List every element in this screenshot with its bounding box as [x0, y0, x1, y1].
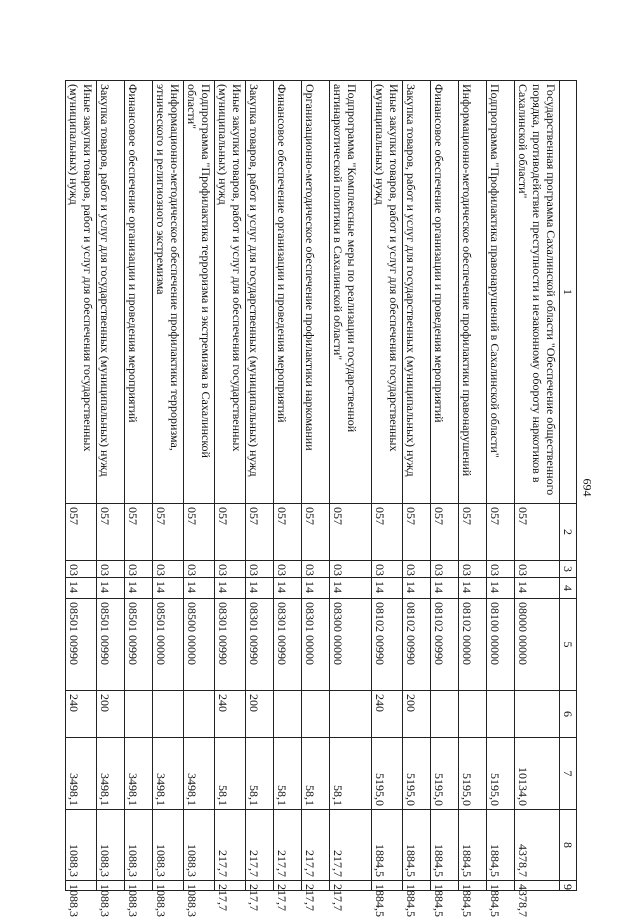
subsection-code: 14 — [97, 578, 125, 599]
expense-type-code — [431, 691, 459, 738]
row-label: Иные закупки товаров, работ и услуг для обеспечения государственных (муниципальных) нужд — [66, 81, 97, 504]
amount-year-1: 58,1 — [215, 738, 246, 810]
subsection-code: 14 — [246, 578, 274, 599]
target-article-code: 08100 00000 — [487, 599, 515, 691]
header-cell: 6 — [560, 691, 577, 738]
target-article-code: 08300 00000 — [330, 599, 372, 691]
amount-year-2: 1088,3 — [66, 810, 97, 881]
subsection-code: 14 — [487, 578, 515, 599]
amount-year-3: 217,7 — [330, 881, 372, 891]
target-article-code: 08102 00990 — [431, 599, 459, 691]
row-label: Информационно-методическое обеспечение профилактики терроризма, этнического и религиозного экстремизма — [153, 81, 184, 504]
table-row — [125, 81, 153, 891]
row-label: Подпрограмма "Профилактика терроризма и экстремизма в Сахалинской области" — [184, 81, 215, 504]
amount-year-1: 5195,0 — [403, 738, 431, 810]
row-label: Финансовое обеспечение организации и проведения мероприятий — [125, 81, 153, 504]
section-code: 03 — [431, 561, 459, 578]
section-code: 03 — [125, 561, 153, 578]
amount-year-2: 217,7 — [274, 810, 302, 881]
subsection-code: 14 — [66, 578, 97, 599]
header-cell: 2 — [560, 504, 577, 561]
ministry-code: 057 — [403, 504, 431, 561]
amount-year-2: 217,7 — [246, 810, 274, 881]
amount-year-1: 5195,0 — [487, 738, 515, 810]
amount-year-3: 1884,5 — [372, 881, 403, 891]
expense-type-code: 200 — [97, 691, 125, 738]
subsection-code: 14 — [153, 578, 184, 599]
row-label: Иные закупки товаров, работ и услуг для обеспечения государственных (муниципальных) нужд — [215, 81, 246, 504]
table-row — [431, 81, 459, 891]
budget-table — [65, 80, 577, 917]
ministry-code: 057 — [274, 504, 302, 561]
section-code: 03 — [403, 561, 431, 578]
amount-year-2: 1088,3 — [184, 810, 215, 881]
ministry-code: 057 — [459, 504, 487, 561]
expense-type-code — [459, 691, 487, 738]
amount-year-3: 4378,7 — [515, 881, 560, 891]
amount-year-2: 1088,3 — [125, 810, 153, 881]
expense-type-code — [153, 691, 184, 738]
table-row — [215, 81, 246, 891]
table-row — [330, 81, 372, 891]
row-label: Финансовое обеспечение организации и проведения мероприятий — [274, 81, 302, 504]
target-article-code: 08102 00000 — [459, 599, 487, 691]
table-row — [97, 81, 125, 891]
ministry-code: 057 — [153, 504, 184, 561]
table-row — [372, 81, 403, 891]
row-label: Закупка товаров, работ и услуг для государственных (муниципальных) нужд — [403, 81, 431, 504]
section-code: 03 — [97, 561, 125, 578]
row-label: Подпрограмма "Профилактика правонарушений в Сахалинской области" — [487, 81, 515, 504]
ministry-code: 057 — [184, 504, 215, 561]
amount-year-3: 1884,5 — [403, 881, 431, 891]
amount-year-1: 58,1 — [246, 738, 274, 810]
amount-year-2: 217,7 — [302, 810, 330, 881]
ministry-code: 057 — [515, 504, 560, 561]
ministry-code: 057 — [302, 504, 330, 561]
subsection-code: 14 — [403, 578, 431, 599]
table-row — [274, 81, 302, 891]
amount-year-3: 1088,3 — [97, 881, 125, 891]
expense-type-code: 200 — [246, 691, 274, 738]
header-cell: 7 — [560, 738, 577, 810]
amount-year-3: 1884,5 — [459, 881, 487, 891]
target-article-code: 08301 00990 — [246, 599, 274, 691]
header-cell: 9 — [560, 881, 577, 891]
subsection-code: 14 — [125, 578, 153, 599]
amount-year-2: 1088,3 — [97, 810, 125, 881]
amount-year-2: 217,7 — [215, 810, 246, 881]
section-code: 03 — [153, 561, 184, 578]
row-label: Государственная программа Сахалинской области "Обеспечение общественного порядка, противодействие преступности и незаконному обороту наркотиков в Сахалинской области" — [515, 81, 560, 504]
subsection-code: 14 — [431, 578, 459, 599]
table-row — [487, 81, 515, 891]
expense-type-code — [487, 691, 515, 738]
header-cell: 1 — [560, 81, 577, 504]
amount-year-1: 5195,0 — [459, 738, 487, 810]
amount-year-1: 58,1 — [274, 738, 302, 810]
amount-year-1: 3498,1 — [125, 738, 153, 810]
target-article-code: 08102 00990 — [372, 599, 403, 691]
target-article-code: 08301 00990 — [274, 599, 302, 691]
amount-year-3: 1088,3 — [184, 881, 215, 891]
expense-type-code: 200 — [403, 691, 431, 738]
expense-type-code — [302, 691, 330, 738]
amount-year-1: 3498,1 — [97, 738, 125, 810]
ministry-code: 057 — [372, 504, 403, 561]
table-row — [66, 81, 97, 891]
subsection-code: 14 — [372, 578, 403, 599]
expense-type-code — [515, 691, 560, 738]
ministry-code: 057 — [487, 504, 515, 561]
section-code: 03 — [246, 561, 274, 578]
amount-year-2: 1088,3 — [153, 810, 184, 881]
subsection-code: 14 — [184, 578, 215, 599]
table-row — [515, 81, 560, 891]
amount-year-1: 5195,0 — [372, 738, 403, 810]
amount-year-2: 4378,7 — [515, 810, 560, 881]
target-article-code: 08501 00990 — [66, 599, 97, 691]
amount-year-3: 1088,3 — [66, 881, 97, 891]
subsection-code: 14 — [515, 578, 560, 599]
amount-year-3: 217,7 — [215, 881, 246, 891]
subsection-code: 14 — [330, 578, 372, 599]
target-article-code: 08500 00000 — [184, 599, 215, 691]
row-label: Финансовое обеспечение организации и проведения мероприятий — [431, 81, 459, 504]
ministry-code: 057 — [330, 504, 372, 561]
section-code: 03 — [66, 561, 97, 578]
expense-type-code — [184, 691, 215, 738]
table-row — [302, 81, 330, 891]
section-code: 03 — [372, 561, 403, 578]
target-article-code: 08501 00990 — [125, 599, 153, 691]
amount-year-3: 1884,5 — [431, 881, 459, 891]
section-code: 03 — [184, 561, 215, 578]
amount-year-1: 5195,0 — [431, 738, 459, 810]
amount-year-1: 3498,1 — [153, 738, 184, 810]
row-label: Закупка товаров, работ и услуг для государственных (муниципальных) нужд — [246, 81, 274, 504]
amount-year-3: 217,7 — [302, 881, 330, 891]
section-code: 03 — [330, 561, 372, 578]
subsection-code: 14 — [459, 578, 487, 599]
expense-type-code — [125, 691, 153, 738]
row-label: Подпрограмма "Комплексные меры по реализации государственной антинаркотической политики в Сахалинской области" — [330, 81, 372, 504]
section-code: 03 — [459, 561, 487, 578]
amount-year-3: 1088,3 — [125, 881, 153, 891]
amount-year-3: 217,7 — [246, 881, 274, 891]
ministry-code: 057 — [431, 504, 459, 561]
row-label: Информационно-методическое обеспечение профилактики правонарушений — [459, 81, 487, 504]
header-cell: 4 — [560, 578, 577, 599]
expense-type-code — [274, 691, 302, 738]
ministry-code: 057 — [125, 504, 153, 561]
amount-year-1: 58,1 — [330, 738, 372, 810]
ministry-code: 057 — [97, 504, 125, 561]
expense-type-code: 240 — [372, 691, 403, 738]
amount-year-2: 1884,5 — [487, 810, 515, 881]
subsection-code: 14 — [302, 578, 330, 599]
expense-type-code: 240 — [66, 691, 97, 738]
table-row — [459, 81, 487, 891]
amount-year-2: 1884,5 — [431, 810, 459, 881]
section-code: 03 — [215, 561, 246, 578]
target-article-code: 08301 00990 — [215, 599, 246, 691]
table-row — [153, 81, 184, 891]
header-cell: 3 — [560, 561, 577, 578]
amount-year-2: 1884,5 — [403, 810, 431, 881]
table-row — [246, 81, 274, 891]
amount-year-1: 3498,1 — [66, 738, 97, 810]
amount-year-1: 58,1 — [302, 738, 330, 810]
target-article-code: 08000 00000 — [515, 599, 560, 691]
column-number-header — [560, 81, 577, 891]
target-article-code: 08501 00990 — [97, 599, 125, 691]
subsection-code: 14 — [274, 578, 302, 599]
target-article-code: 08102 00990 — [403, 599, 431, 691]
section-code: 03 — [487, 561, 515, 578]
section-code: 03 — [515, 561, 560, 578]
header-cell: 5 — [560, 599, 577, 691]
expense-type-code: 240 — [215, 691, 246, 738]
row-label: Закупка товаров, работ и услуг для государственных (муниципальных) нужд — [97, 81, 125, 504]
amount-year-1: 10134,0 — [515, 738, 560, 810]
table-row — [184, 81, 215, 891]
amount-year-2: 217,7 — [330, 810, 372, 881]
page-number: 694 — [580, 478, 595, 497]
header-cell: 8 — [560, 810, 577, 881]
expense-type-code — [330, 691, 372, 738]
target-article-code: 08501 00000 — [153, 599, 184, 691]
amount-year-1: 3498,1 — [184, 738, 215, 810]
target-article-code: 08301 00000 — [302, 599, 330, 691]
amount-year-3: 217,7 — [274, 881, 302, 891]
row-label: Иные закупки товаров, работ и услуг для обеспечения государственных (муниципальных) нужд — [372, 81, 403, 504]
ministry-code: 057 — [215, 504, 246, 561]
table-row — [403, 81, 431, 891]
subsection-code: 14 — [215, 578, 246, 599]
ministry-code: 057 — [246, 504, 274, 561]
section-code: 03 — [274, 561, 302, 578]
amount-year-3: 1088,3 — [153, 881, 184, 891]
row-label: Организационно-методическое обеспечение профилактики наркомании — [302, 81, 330, 504]
amount-year-3: 1884,5 — [487, 881, 515, 891]
budget-table-rotated — [22, 80, 577, 917]
amount-year-2: 1884,5 — [372, 810, 403, 881]
amount-year-2: 1884,5 — [459, 810, 487, 881]
section-code: 03 — [302, 561, 330, 578]
ministry-code: 057 — [66, 504, 97, 561]
